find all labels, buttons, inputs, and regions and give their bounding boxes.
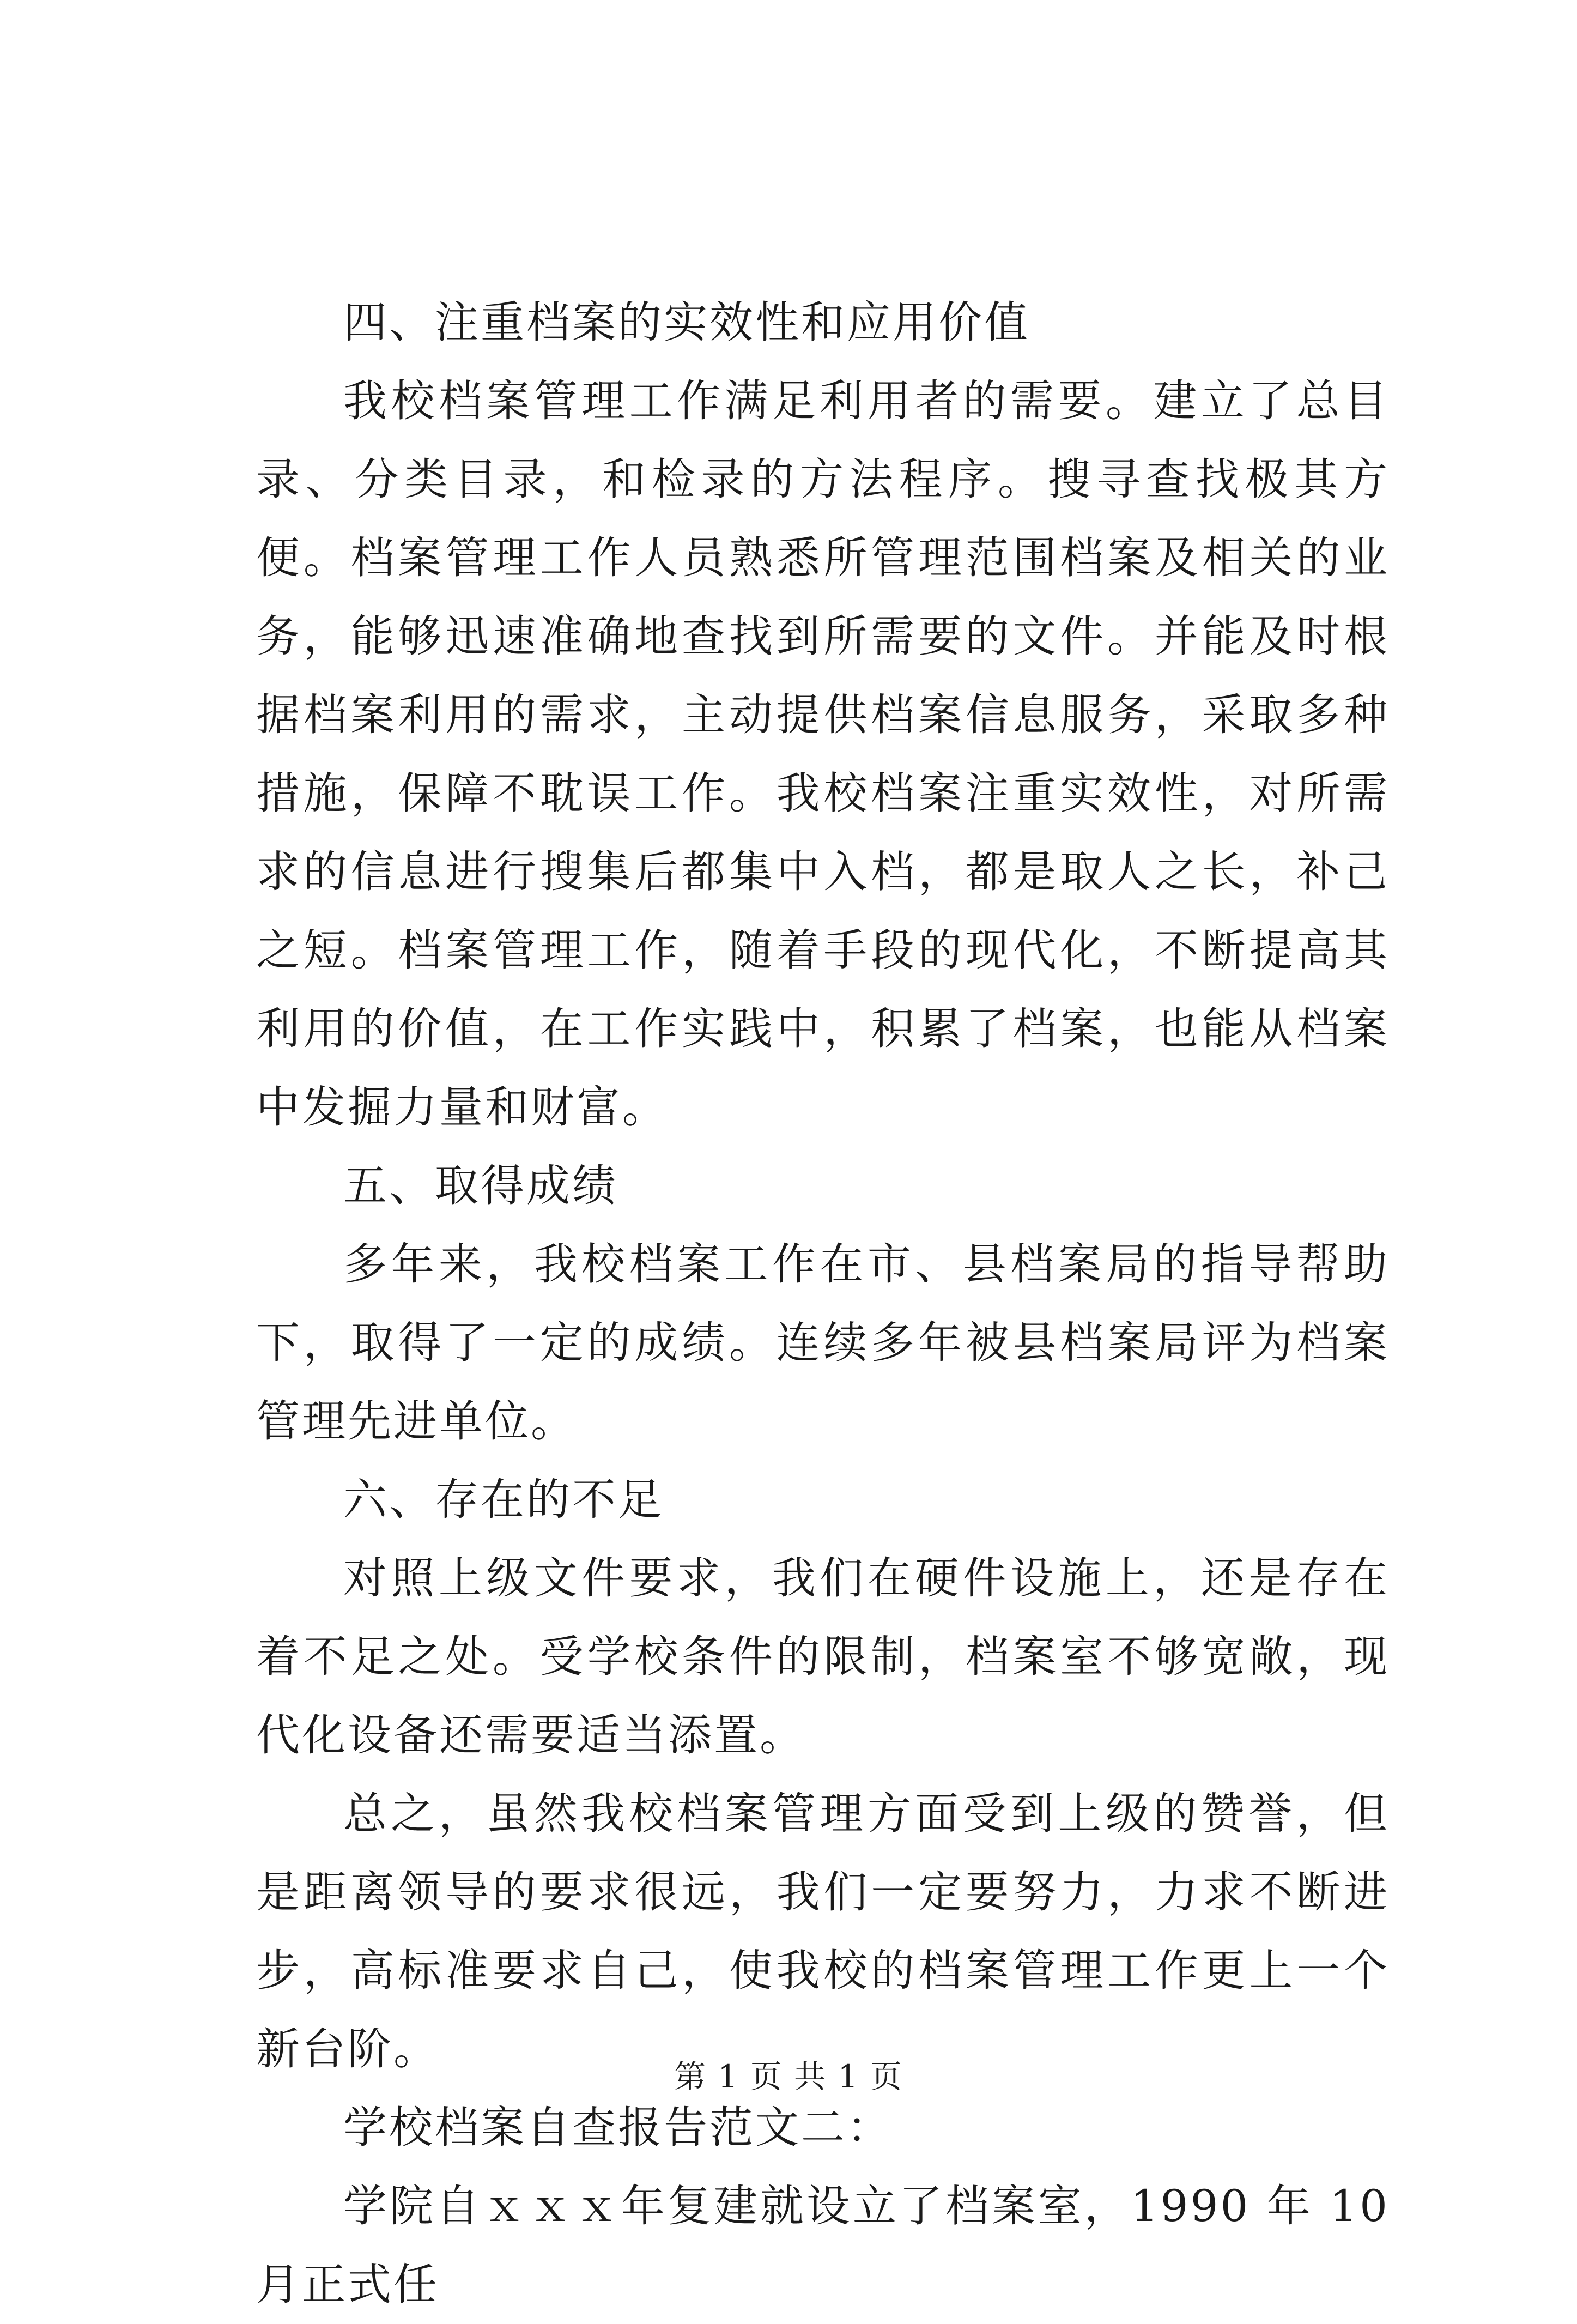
section-heading-6: 六、存在的不足: [343, 1474, 664, 1525]
body-paragraph: 总之，虽然我校档案管理方面受到上级的赞誉，但是距离领导的要求很远，我们一定要努力，力求不断进步，高标准要求自己，使我校的档案管理工作更上一个新台阶。: [256, 1788, 1390, 2074]
body-paragraph: 我校档案管理工作满足利用者的需要。建立了总目录、分类目录，和检录的方法程序。搜寻查找极其方便。档案管理工作人员熟悉所管理范围档案及相关的业务，能够迅速准确地查找到所需要的文件。并能及时根据档案利用的需求，主动提供档案信息服务，采取多种措施，保障不耽误工作。我校档案注重实效性，对所需求的信息进行搜集后都集中入档，都是取人之长，补己之短。档案管理工作，随着手段的现代化，不断提高其利用的价值，在工作实践中，积累了档案，也能从档案中发掘力量和财富。: [256, 376, 1390, 1133]
body-paragraph: 多年来，我校档案工作在市、县档案局的指导帮助下，取得了一定的成绩。连续多年被县档案局评为档案管理先进单位。: [256, 1239, 1390, 1447]
section-heading-4: 四、注重档案的实效性和应用价值: [343, 297, 1030, 348]
section-heading-5: 五、取得成绩: [343, 1160, 618, 1211]
body-paragraph: 学院自ｘｘｘ年复建就设立了档案室，1990 年 10 月正式任: [256, 2181, 1390, 2310]
page-footer: 第 1 页 共 1 页: [674, 2058, 903, 2095]
document-body: [256, 283, 1390, 2324]
sample-title: 学校档案自查报告范文二：: [343, 2102, 893, 2153]
body-paragraph: 对照上级文件要求，我们在硬件设施上，还是存在着不足之处。受学校条件的限制，档案室不够宽敞，现代化设备还需要适当添置。: [256, 1553, 1390, 1760]
